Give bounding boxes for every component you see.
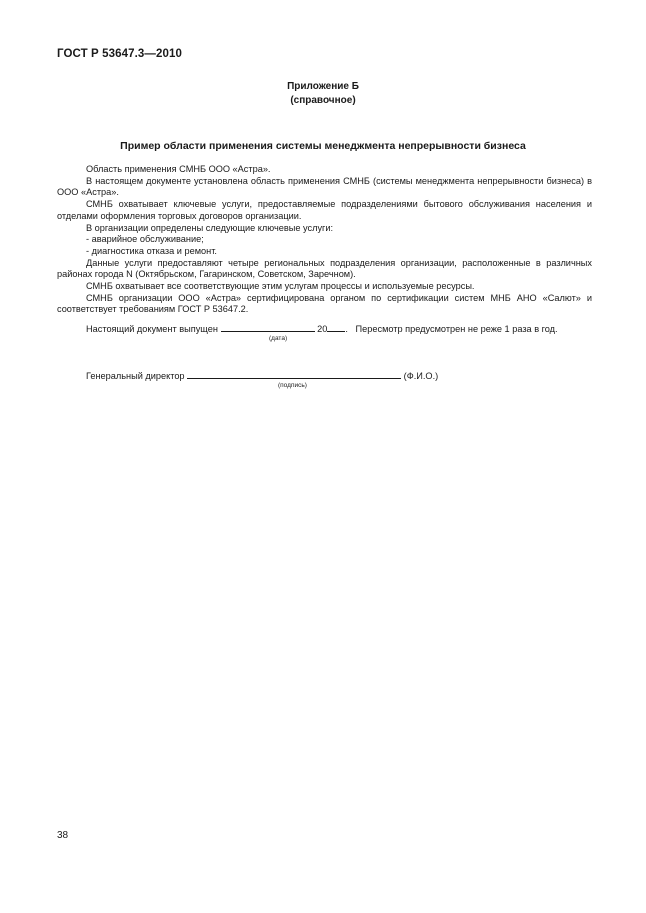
signature-line [86, 369, 438, 381]
revision-note: Пересмотр предусмотрен не реже 1 раза в год. [355, 324, 558, 334]
issued-prefix: Настоящий документ выпущен [86, 324, 218, 334]
list-item: - аварийное обслуживание; [86, 234, 204, 245]
paragraph: СМНБ охватывает ключевые услуги, предоставляемые подразделениями бытового обслуживания населения и отделами оформления торговых договоров организации. [57, 199, 592, 221]
annex-title: Приложение Б [287, 81, 359, 92]
date-caption: (дата) [269, 335, 288, 342]
section-title: Пример области применения системы менеджмента непрерывности бизнеса [120, 140, 526, 152]
year-prefix: 20 [317, 324, 328, 334]
paragraph: В настоящем документе установлена область применения СМНБ (системы менеджмента непрерывности бизнеса) в ООО «Астра». [57, 175, 592, 198]
page-number: 38 [57, 830, 69, 841]
name-hint: (Ф.И.О.) [403, 371, 439, 381]
annex-subtitle: (справочное) [290, 95, 356, 106]
document-header: ГОСТ Р 53647.3—2010 [57, 48, 182, 60]
paragraph: В организации определены следующие ключевые услуги: [86, 222, 334, 233]
director-role: Генеральный директор [86, 371, 185, 381]
year-blank [327, 322, 345, 332]
document-body [57, 164, 592, 316]
paragraph: Данные услуги предоставляют четыре региональных подразделения организации, расположенные в различных районах города N (Октябрьском, Гагаринском, Советском, Заречном). [57, 257, 592, 280]
signature-blank [187, 369, 401, 379]
paragraph: Область применения СМНБ ООО «Астра». [86, 164, 271, 174]
signature-caption: (подпись) [278, 382, 307, 389]
date-blank [221, 322, 315, 332]
list-item: - диагностика отказа и ремонт. [86, 245, 217, 256]
paragraph: СМНБ охватывает все соответствующие этим услугам процессы и используемые ресурсы. [86, 281, 475, 292]
issued-line: Настоящий документ выпущен 20 . Пересмотр предусмотрен не реже 1 раза в год. [86, 324, 558, 334]
annex-heading [0, 80, 646, 108]
paragraph: СМНБ организации ООО «Астра» сертифицирована органом по сертификации систем МНБ АНО «Салют» и соответствует требованиям ГОСТ Р 53647.2. [57, 292, 592, 315]
